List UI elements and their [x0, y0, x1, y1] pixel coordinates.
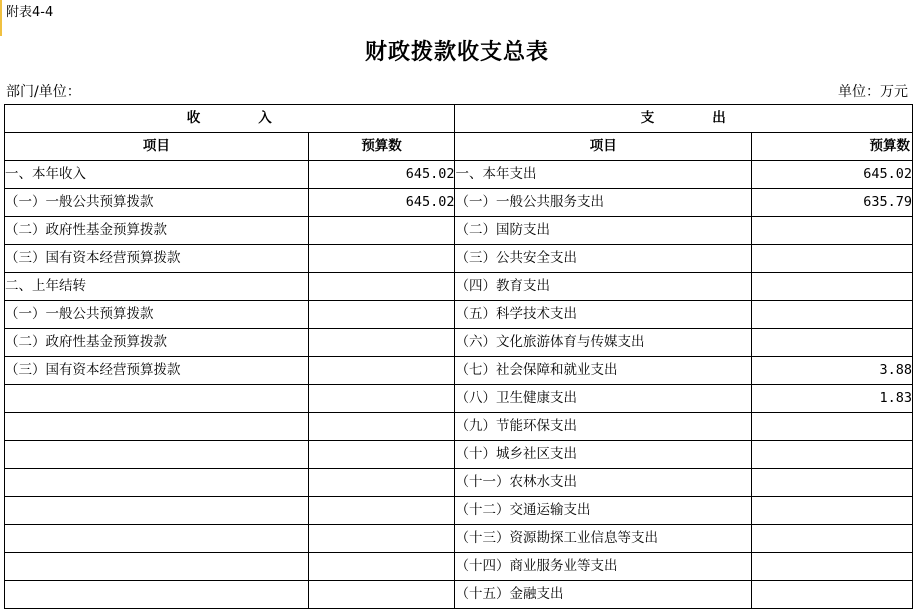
- expense-amount-cell: [752, 301, 913, 329]
- income-item-cell: （三）国有资本经营预算拨款: [5, 245, 309, 273]
- income-item-cell: （二）政府性基金预算拨款: [5, 329, 309, 357]
- income-amount-cell: [308, 301, 455, 329]
- income-item-cell: 二、上年结转: [5, 273, 309, 301]
- table-row: [5, 273, 913, 301]
- table-row: [5, 497, 913, 525]
- income-amount-cell: [308, 553, 455, 581]
- income-amount-cell: [308, 497, 455, 525]
- expense-item-cell: （十四）商业服务业等支出: [455, 553, 752, 581]
- income-amount-cell: [308, 217, 455, 245]
- income-amount-cell: [308, 385, 455, 413]
- income-amount-cell: [308, 469, 455, 497]
- table-row: [5, 329, 913, 357]
- expense-amount-cell: [752, 553, 913, 581]
- expense-item-cell: （十三）资源勘探工业信息等支出: [455, 525, 752, 553]
- table-row: [5, 161, 913, 189]
- table-row: [5, 245, 913, 273]
- expense-amount-cell: [752, 441, 913, 469]
- table-row: [5, 525, 913, 553]
- expense-item-cell: （二）国防支出: [455, 217, 752, 245]
- income-amount-cell: [308, 413, 455, 441]
- expense-item-cell: （四）教育支出: [455, 273, 752, 301]
- expense-section-header: 支 出: [455, 105, 913, 133]
- sheet-edge-marker: [0, 0, 2, 36]
- expense-item-cell: （八）卫生健康支出: [455, 385, 752, 413]
- table-row: [5, 357, 913, 385]
- table-row: [5, 469, 913, 497]
- income-item-cell: [5, 469, 309, 497]
- expense-amount-cell: [752, 525, 913, 553]
- section-header-row: [5, 105, 913, 133]
- table-row: [5, 581, 913, 609]
- expense-amount-cell: [752, 497, 913, 525]
- table-row: [5, 189, 913, 217]
- table-row: [5, 553, 913, 581]
- expense-item-cell: （十）城乡社区支出: [455, 441, 752, 469]
- expense-amount-cell: [752, 245, 913, 273]
- income-item-cell: （一）一般公共预算拨款: [5, 189, 309, 217]
- income-item-cell: [5, 441, 309, 469]
- annex-label: 附表4-4: [6, 5, 54, 20]
- expense-item-cell: （十一）农林水支出: [455, 469, 752, 497]
- budget-table-body: [5, 105, 913, 609]
- expense-item-cell: 一、本年支出: [455, 161, 752, 189]
- income-item-cell: [5, 581, 309, 609]
- expense-item-cell: （七）社会保障和就业支出: [455, 357, 752, 385]
- department-label: 部门/单位：: [6, 84, 81, 100]
- income-item-cell: （一）一般公共预算拨款: [5, 301, 309, 329]
- expense-amount-cell: [752, 581, 913, 609]
- page-title: 财政拨款收支总表: [364, 39, 549, 65]
- expense-item-cell: （六）文化旅游体育与传媒支出: [455, 329, 752, 357]
- income-item-column-header: 项目: [5, 133, 309, 161]
- expense-amount-cell: 645.02: [752, 161, 913, 189]
- income-amount-cell: [308, 245, 455, 273]
- expense-amount-cell: [752, 273, 913, 301]
- income-amount-cell: [308, 581, 455, 609]
- column-header-row: [5, 133, 913, 161]
- income-item-cell: （三）国有资本经营预算拨款: [5, 357, 309, 385]
- income-section-header: 收 入: [5, 105, 455, 133]
- income-item-cell: [5, 497, 309, 525]
- income-amount-cell: [308, 357, 455, 385]
- income-item-cell: [5, 553, 309, 581]
- expense-item-cell: （十五）金融支出: [455, 581, 752, 609]
- expense-amount-cell: 3.88: [752, 357, 913, 385]
- expense-amount-cell: [752, 217, 913, 245]
- income-amount-cell: [308, 273, 455, 301]
- expense-amount-cell: [752, 329, 913, 357]
- income-item-cell: [5, 385, 309, 413]
- table-row: [5, 413, 913, 441]
- expense-amount-cell: [752, 469, 913, 497]
- expense-item-cell: （三）公共安全支出: [455, 245, 752, 273]
- expense-amount-cell: 1.83: [752, 385, 913, 413]
- income-budget-column-header: 预算数: [308, 133, 455, 161]
- income-item-cell: 一、本年收入: [5, 161, 309, 189]
- table-row: [5, 301, 913, 329]
- income-amount-cell: [308, 441, 455, 469]
- income-amount-cell: 645.02: [308, 161, 455, 189]
- budget-table: [4, 104, 913, 609]
- income-amount-cell: [308, 329, 455, 357]
- table-row: [5, 385, 913, 413]
- income-amount-cell: 645.02: [308, 189, 455, 217]
- income-item-cell: [5, 525, 309, 553]
- expense-item-cell: （五）科学技术支出: [455, 301, 752, 329]
- income-amount-cell: [308, 525, 455, 553]
- expense-budget-column-header: 预算数: [752, 133, 913, 161]
- expense-item-cell: （十二）交通运输支出: [455, 497, 752, 525]
- table-row: [5, 217, 913, 245]
- income-item-cell: （二）政府性基金预算拨款: [5, 217, 309, 245]
- income-item-cell: [5, 413, 309, 441]
- expense-item-cell: （一）一般公共服务支出: [455, 189, 752, 217]
- expense-amount-cell: [752, 413, 913, 441]
- expense-item-column-header: 项目: [455, 133, 752, 161]
- unit-label: 单位：万元: [838, 84, 908, 100]
- table-row: [5, 441, 913, 469]
- expense-amount-cell: 635.79: [752, 189, 913, 217]
- expense-item-cell: （九）节能环保支出: [455, 413, 752, 441]
